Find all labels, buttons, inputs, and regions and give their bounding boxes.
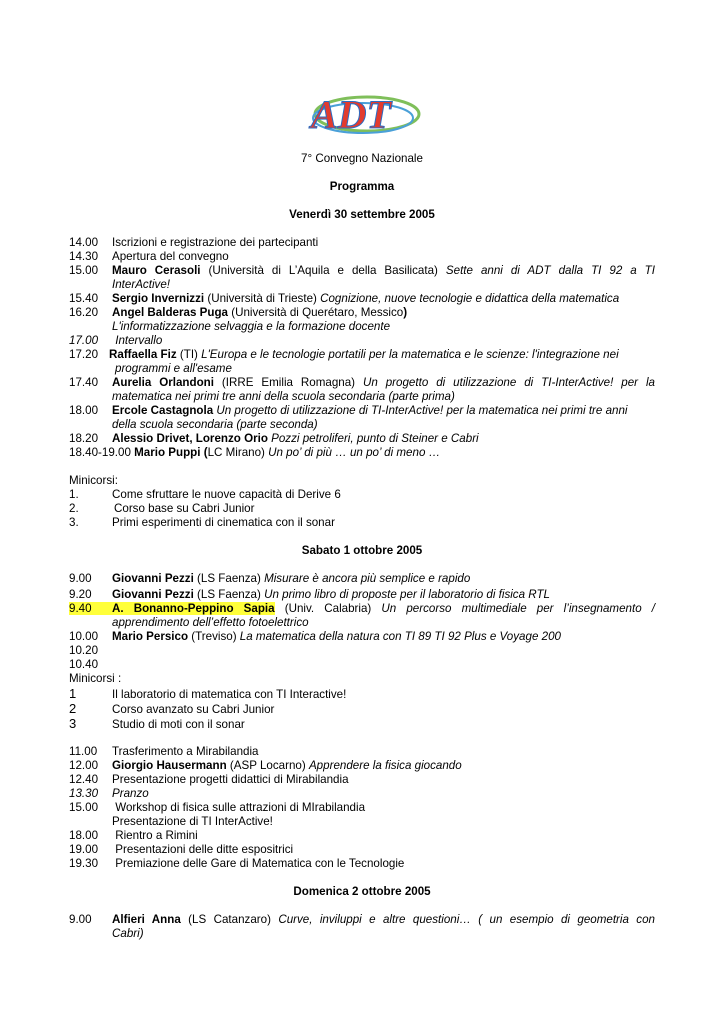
schedule-row: 18.20 Alessio Drivet, Lorenzo Orio Pozzi petroliferi, punto di Steiner e Cabri [69,432,479,445]
schedule-row-continued: programmi e all'esame [115,362,232,375]
schedule-row-continued: apprendimento dell’effetto fotoelettrico [112,616,309,629]
schedule-row: 15.40 Sergio Invernizzi (Università di Trieste) Cognizione, nuove tecnologie e didattica della matematica [69,292,620,305]
schedule-row: 13.30 Pranzo [69,787,149,800]
schedule-row: 10.40 [69,658,99,671]
svg-text:ADT: ADT [311,92,391,137]
schedule-row: 11.00 Trasferimento a Mirabilandia [69,745,259,758]
list-item: 3 Studio di moti con il sonar [69,716,245,731]
saturday-heading: Sabato 1 ottobre 2005 [301,544,423,557]
schedule-row: 18.00 Ercole Castagnola Un progetto di utilizzazione di TI-InterActive! per la matematica nei primi tre anni [69,404,628,417]
schedule-row: 9.00 Alfieri Anna (LS Catanzaro) Curve, inviluppi e altre questioni… ( un esempio di geometria con [69,913,655,926]
schedule-row-continued: Cabri) [112,927,144,940]
minicorsi-label: Minicorsi: [69,474,118,487]
schedule-row: 12.40 Presentazione progetti didattici di Mirabilandia [69,773,349,786]
schedule-row: 19.00 Presentazioni delle ditte espositrici [69,843,294,856]
schedule-row: 17.00 Intervallo [69,334,163,347]
schedule-row: 14.30 Apertura del convegno [69,250,229,263]
schedule-row: 14.00 Iscrizioni e registrazione dei partecipanti [69,236,319,249]
schedule-row: 19.30 Premiazione delle Gare di Matematica con le Tecnologie [69,857,405,870]
schedule-row: 15.00 Mauro Cerasoli (Università di L’Aquila e della Basilicata) Sette anni di ADT dalla TI 92 a TI [69,264,655,277]
list-item: 2 Corso avanzato su Cabri Junior [69,701,275,716]
schedule-row: 15.00 Workshop di fisica sulle attrazioni di MIrabilandia [69,801,366,814]
minicorsi-label: Minicorsi : [69,672,122,685]
schedule-row: 10.00 Mario Persico (Treviso) La matematica della natura con TI 89 TI 92 Plus e Voyage 200 [69,630,561,643]
conference-title: 7° Convegno Nazionale [301,152,423,165]
schedule-row: 17.40 Aurelia Orlandoni (IRRE Emilia Romagna) Un progetto di utilizzazione di TI-InterActive! per la [69,376,655,389]
list-item: 1 Il laboratorio di matematica con TI Interactive! [69,686,347,701]
sunday-heading: Domenica 2 ottobre 2005 [293,885,431,898]
programme-title: Programma [329,180,395,193]
schedule-row: 12.00 Giorgio Hausermann (ASP Locarno) Apprendere la fisica giocando [69,759,462,772]
schedule-row-continued: della scuola secondaria (parte seconda) [112,418,318,431]
schedule-row-continued: matematica nei primi tre anni della scuola secondaria (parte prima) [112,390,455,403]
schedule-row: 9.00 Giovanni Pezzi (LS Faenza) Misurare è ancora più semplice e rapido [69,572,471,585]
schedule-row-continued: InterActive! [112,278,170,291]
adt-logo [305,88,423,138]
schedule-row: 9.20 Giovanni Pezzi (LS Faenza) Un primo libro di proposte per il laboratorio di fisica RTL [69,588,550,601]
schedule-row-continued: L'informatizzazione selvaggia e la formazione docente [112,320,391,333]
schedule-row: 9.40 A. Bonanno-Peppino Sapia (Univ. Calabria) Un percorso multimediale per l’insegnamento / [69,602,655,615]
schedule-row: 16.20 Angel Balderas Puga (Università di Querétaro, Messico) [69,306,408,319]
schedule-row: 17.20 Raffaella Fiz (TI) L'Europa e le tecnologie portatili per la matematica e le scienze: l'integrazione nei [69,348,619,361]
schedule-row-continued: Presentazione di TI InterActive! [112,815,273,828]
list-item: 1. Come sfruttare le nuove capacità di Derive 6 [69,488,341,501]
friday-heading: Venerdì 30 settembre 2005 [289,208,435,221]
schedule-row: 10.20 [69,644,99,657]
list-item: 3. Primi esperimenti di cinematica con il sonar [69,516,335,529]
schedule-row: 18.00 Rientro a Rimini [69,829,198,842]
schedule-row: 18.40-19.00 Mario Puppi (LC Mirano) Un po’ di più … un po’ di meno … [69,446,441,459]
list-item: 2. Corso base su Cabri Junior [69,502,255,515]
